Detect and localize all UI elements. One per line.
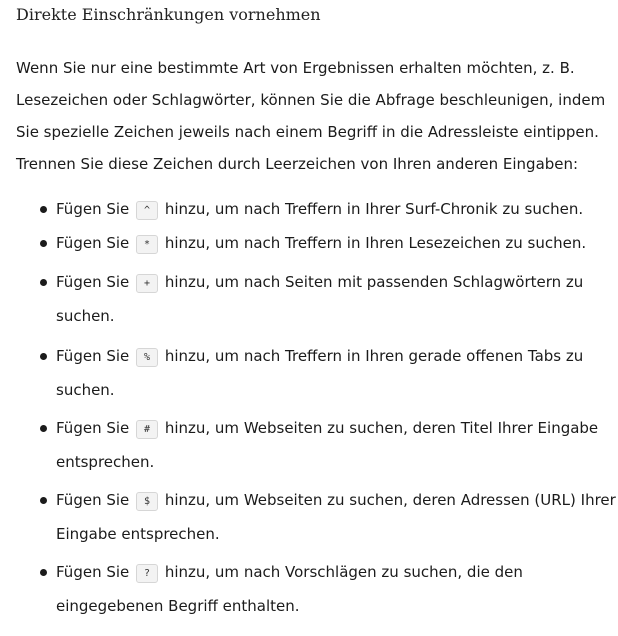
list-item — [0, 483, 618, 551]
item-prefix: Fügen Sie — [56, 200, 130, 218]
intro-paragraph — [16, 52, 612, 180]
item-prefix: Fügen Sie — [56, 347, 130, 365]
shortcut-list — [0, 192, 618, 627]
item-text: hinzu, um nach Treffern in Ihrer Surf-Chronik zu suchen. — [164, 200, 584, 218]
list-item — [0, 555, 618, 623]
item-text: hinzu, um nach Seiten mit passenden Schlagwörtern zu — [164, 273, 584, 291]
list-item — [0, 265, 618, 333]
item-text-continued: eingegebenen Begriff enthalten. — [56, 597, 300, 615]
key-plus: + — [136, 274, 158, 293]
key-asterisk: * — [136, 235, 158, 254]
bullet-icon — [40, 240, 47, 247]
key-caret: ^ — [136, 201, 158, 220]
bullet-icon — [40, 353, 47, 360]
intro-line: Sie spezielle Zeichen jeweils nach einem Begriff in die Adressleiste eintippen. — [16, 123, 599, 141]
intro-line: Lesezeichen oder Schlagwörter, können Sie die Abfrage beschleunigen, indem — [16, 91, 606, 109]
item-prefix: Fügen Sie — [56, 563, 130, 581]
list-item — [0, 192, 618, 226]
bullet-icon — [40, 279, 47, 286]
intro-line: Wenn Sie nur eine bestimmte Art von Ergebnissen erhalten möchten, z. B. — [16, 59, 575, 77]
item-text: hinzu, um Webseiten zu suchen, deren Titel Ihrer Eingabe — [164, 419, 599, 437]
item-prefix: Fügen Sie — [56, 491, 130, 509]
section-heading: Direkte Einschränkungen vornehmen — [16, 5, 321, 24]
key-hash: # — [136, 420, 158, 439]
key-dollar: $ — [136, 492, 158, 511]
item-text-continued: suchen. — [56, 381, 115, 399]
key-percent: % — [136, 348, 158, 367]
item-prefix: Fügen Sie — [56, 273, 130, 291]
item-prefix: Fügen Sie — [56, 419, 130, 437]
item-prefix: Fügen Sie — [56, 234, 130, 252]
item-text-continued: suchen. — [56, 307, 115, 325]
list-item — [0, 226, 618, 260]
bullet-icon — [40, 497, 47, 504]
item-text: hinzu, um nach Treffern in Ihren gerade offenen Tabs zu — [164, 347, 584, 365]
item-text: hinzu, um nach Vorschlägen zu suchen, die den — [164, 563, 523, 581]
intro-line: Trennen Sie diese Zeichen durch Leerzeichen von Ihren anderen Eingaben: — [16, 155, 579, 173]
item-text: hinzu, um Webseiten zu suchen, deren Adressen (URL) Ihrer — [164, 491, 616, 509]
list-item — [0, 411, 618, 479]
bullet-icon — [40, 206, 47, 213]
bullet-icon — [40, 569, 47, 576]
list-item — [0, 339, 618, 407]
bullet-icon — [40, 425, 47, 432]
item-text-continued: Eingabe entsprechen. — [56, 525, 220, 543]
item-text-continued: entsprechen. — [56, 453, 155, 471]
item-text: hinzu, um nach Treffern in Ihren Lesezeichen zu suchen. — [164, 234, 587, 252]
key-question: ? — [136, 564, 158, 583]
